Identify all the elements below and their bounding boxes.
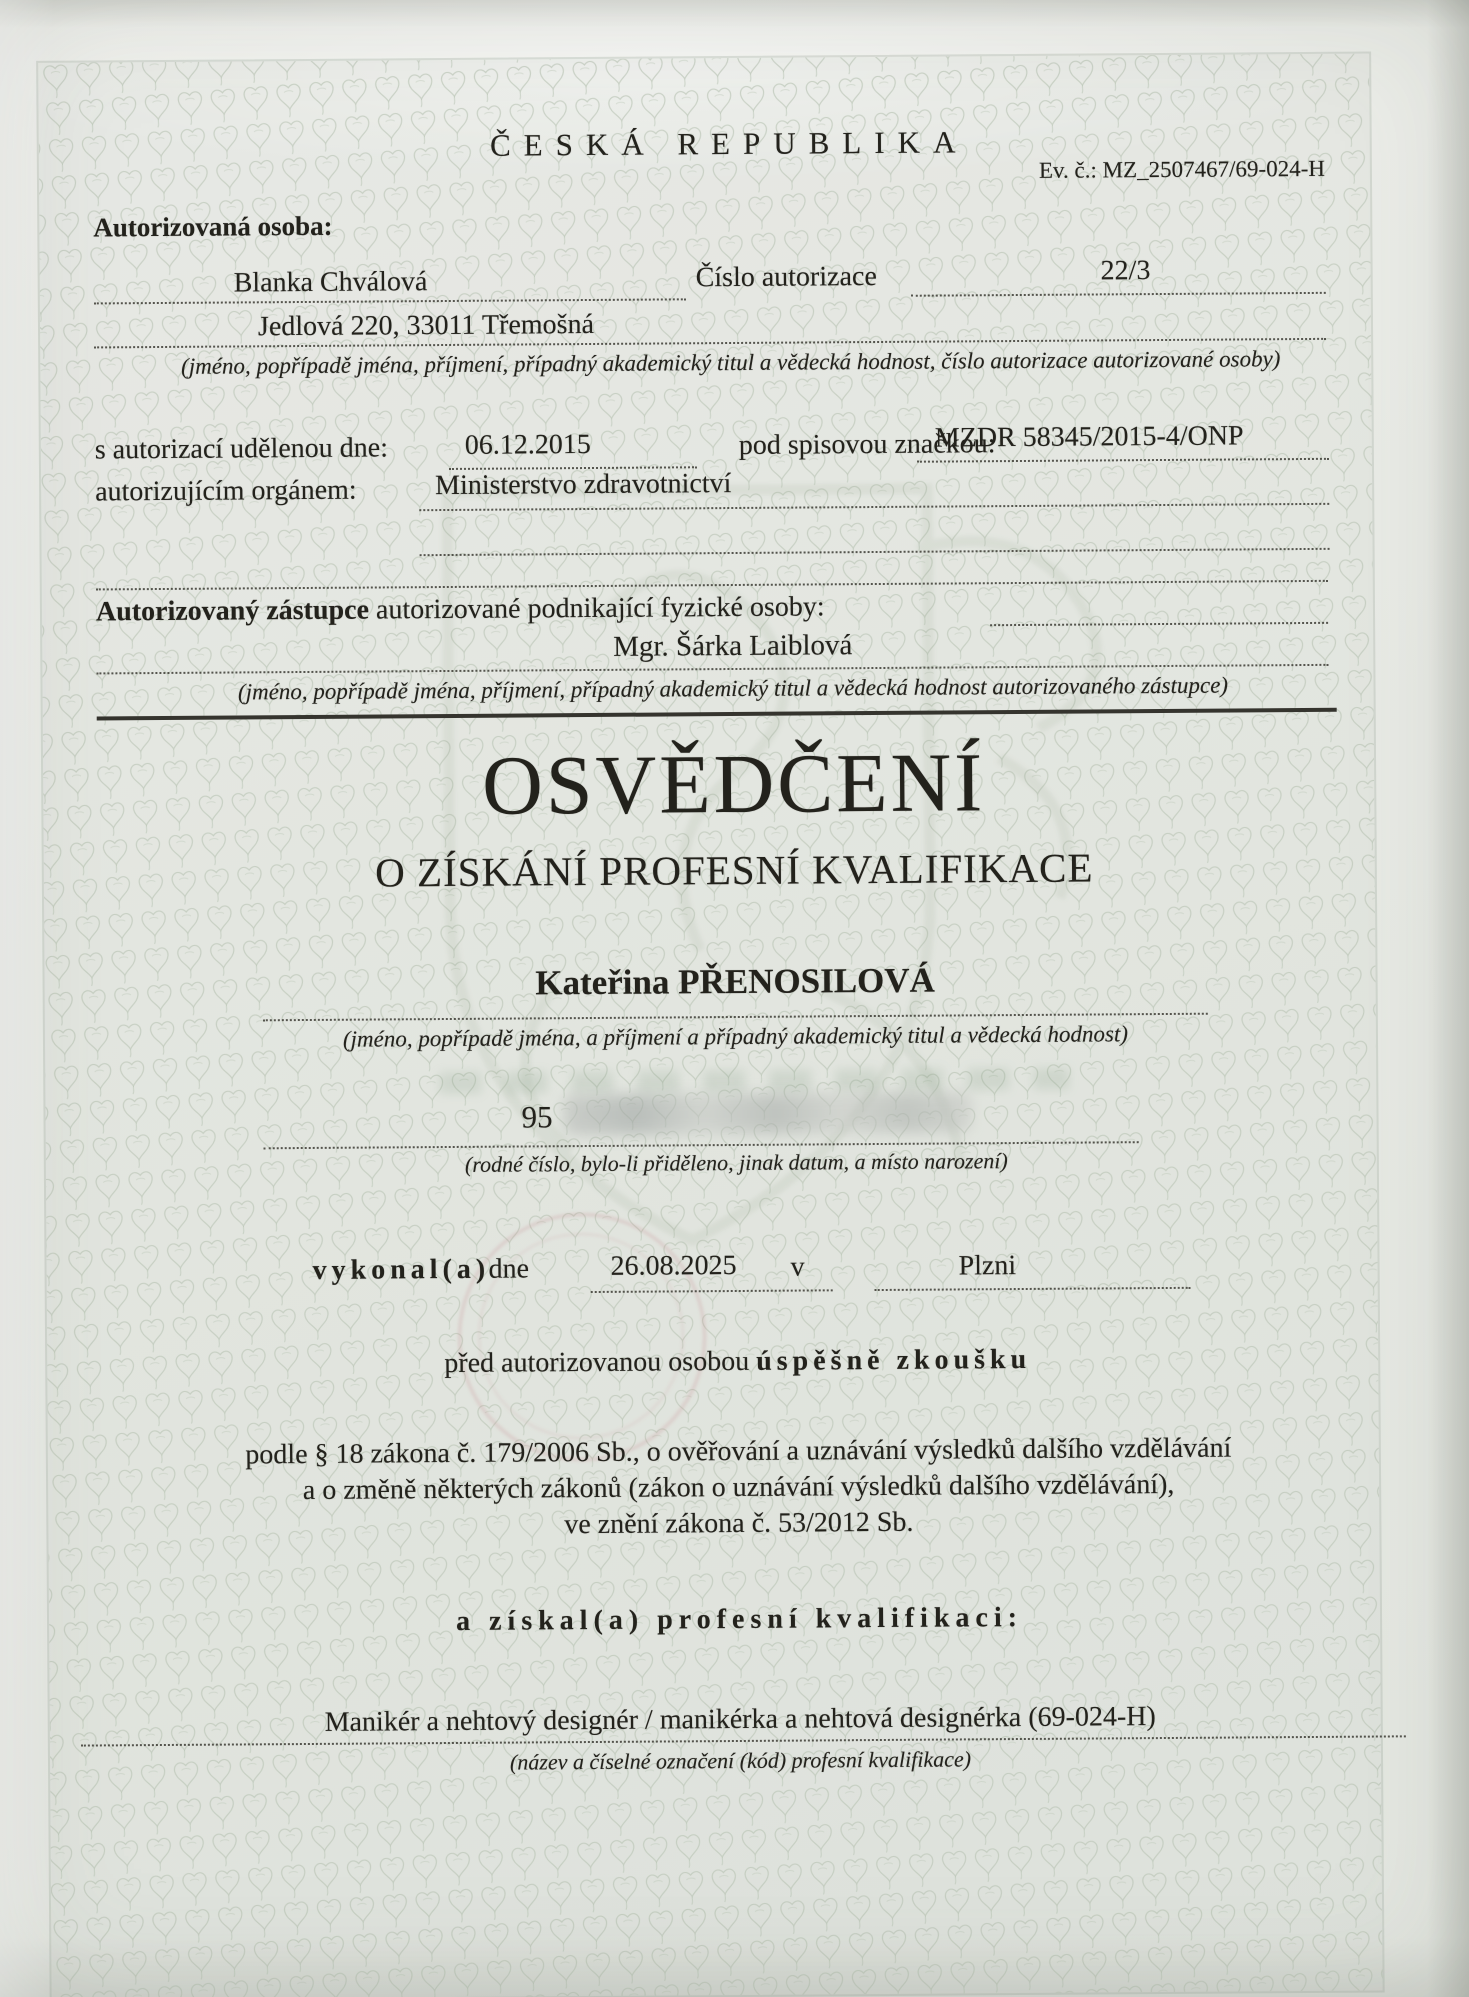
authorized-person-heading: Autorizovaná osoba: (93, 210, 333, 243)
representative-heading-bold: Autorizovaný zástupce (95, 594, 370, 628)
authorization-number-value: 22/3 (1100, 255, 1151, 287)
representative-caption: (jméno, popřípadě jména, příjmení, případný akademický titul a vědecká hodnost autorizovaného zástupce) (237, 672, 1229, 705)
legal-line-1: podle § 18 zákona č. 179/2006 Sb., o ověřování a uznávání výsledků dalšího vzdělávání (245, 1432, 1232, 1471)
authority-label: autorizujícím orgánem: (95, 474, 357, 508)
holder-caption: (jméno, popřípadě jména, a příjmení a případný akademický titul a vědecká hodnost) (342, 1021, 1129, 1052)
certificate-title: OSVĚDČENÍ (481, 736, 986, 833)
representative-name: Mgr. Šárka Laiblová (613, 629, 853, 663)
authorized-person-address: Jedlová 220, 33011 Třemošná (257, 308, 595, 343)
authority-value: Ministerstvo zdravotnictví (435, 468, 732, 502)
file-number-value: MZDR 58345/2015-4/ONP (934, 420, 1244, 454)
authorization-number-label: Číslo autorizace (695, 260, 877, 294)
authorized-person-name: Blanka Chválová (233, 266, 428, 299)
evidence-number-line (1039, 156, 1325, 184)
exam-date-value: 26.08.2025 (610, 1249, 737, 1282)
exam-place: Plzni (958, 1250, 1017, 1282)
authorized-person-caption: (jméno, popřípadě jména, příjmení, případný akademický titul a vědecká hodnost, číslo autorizace autorizované osoby) (181, 346, 1281, 379)
exam-result-text: úspěšně zkoušku (756, 1343, 1032, 1377)
birth-number-visible: 95 (521, 1099, 553, 1135)
file-number-label: pod spisovou značkou: (738, 428, 996, 461)
performed-word: vykonal(a) (312, 1253, 491, 1286)
exam-in-label: v (790, 1251, 805, 1283)
representative-heading (96, 591, 825, 628)
country-title: ČESKÁ REPUBLIKA (489, 124, 969, 163)
granted-date-value: 06.12.2015 (464, 428, 591, 461)
qualification-name: Manikér a nehtový designér / manikérka a nehtová designérka (69-024-H) (324, 1701, 1156, 1738)
legal-line-2: a o změně některých zákonů (zákon o uznávání výsledků dalšího vzdělávání), (302, 1468, 1175, 1507)
qualification-caption: (název a číselné označení (kód) profesní kvalifikace) (509, 1746, 972, 1775)
legal-line-3: ve znění zákona č. 53/2012 Sb. (564, 1506, 914, 1541)
holder-name: Kateřina PŘENOSILOVÁ (535, 960, 936, 1003)
certificate-subtitle: O ZÍSKÁNÍ PROFESNÍ KVALIFIKACE (374, 844, 1094, 896)
evidence-number-value: MZ_2507467/69-024-H (1102, 155, 1326, 183)
ghost-print-band (439, 1068, 1069, 1094)
exam-before-text: před autorizovanou osobou (444, 1345, 750, 1380)
exam-date-label: dne (488, 1253, 530, 1285)
birth-caption: (rodné číslo, bylo-li přiděleno, jinak datum, a místo narození) (464, 1148, 1008, 1177)
evidence-number-label: Ev. č.: (1038, 157, 1097, 183)
gained-qualification-heading: a získal(a) profesní kvalifikaci: (455, 1602, 1024, 1637)
representative-heading-rest: autorizované podnikající fyzické osoby: (368, 591, 825, 626)
redaction-blur (563, 1092, 971, 1135)
granted-date-label: s autorizací udělenou dne: (94, 432, 389, 466)
